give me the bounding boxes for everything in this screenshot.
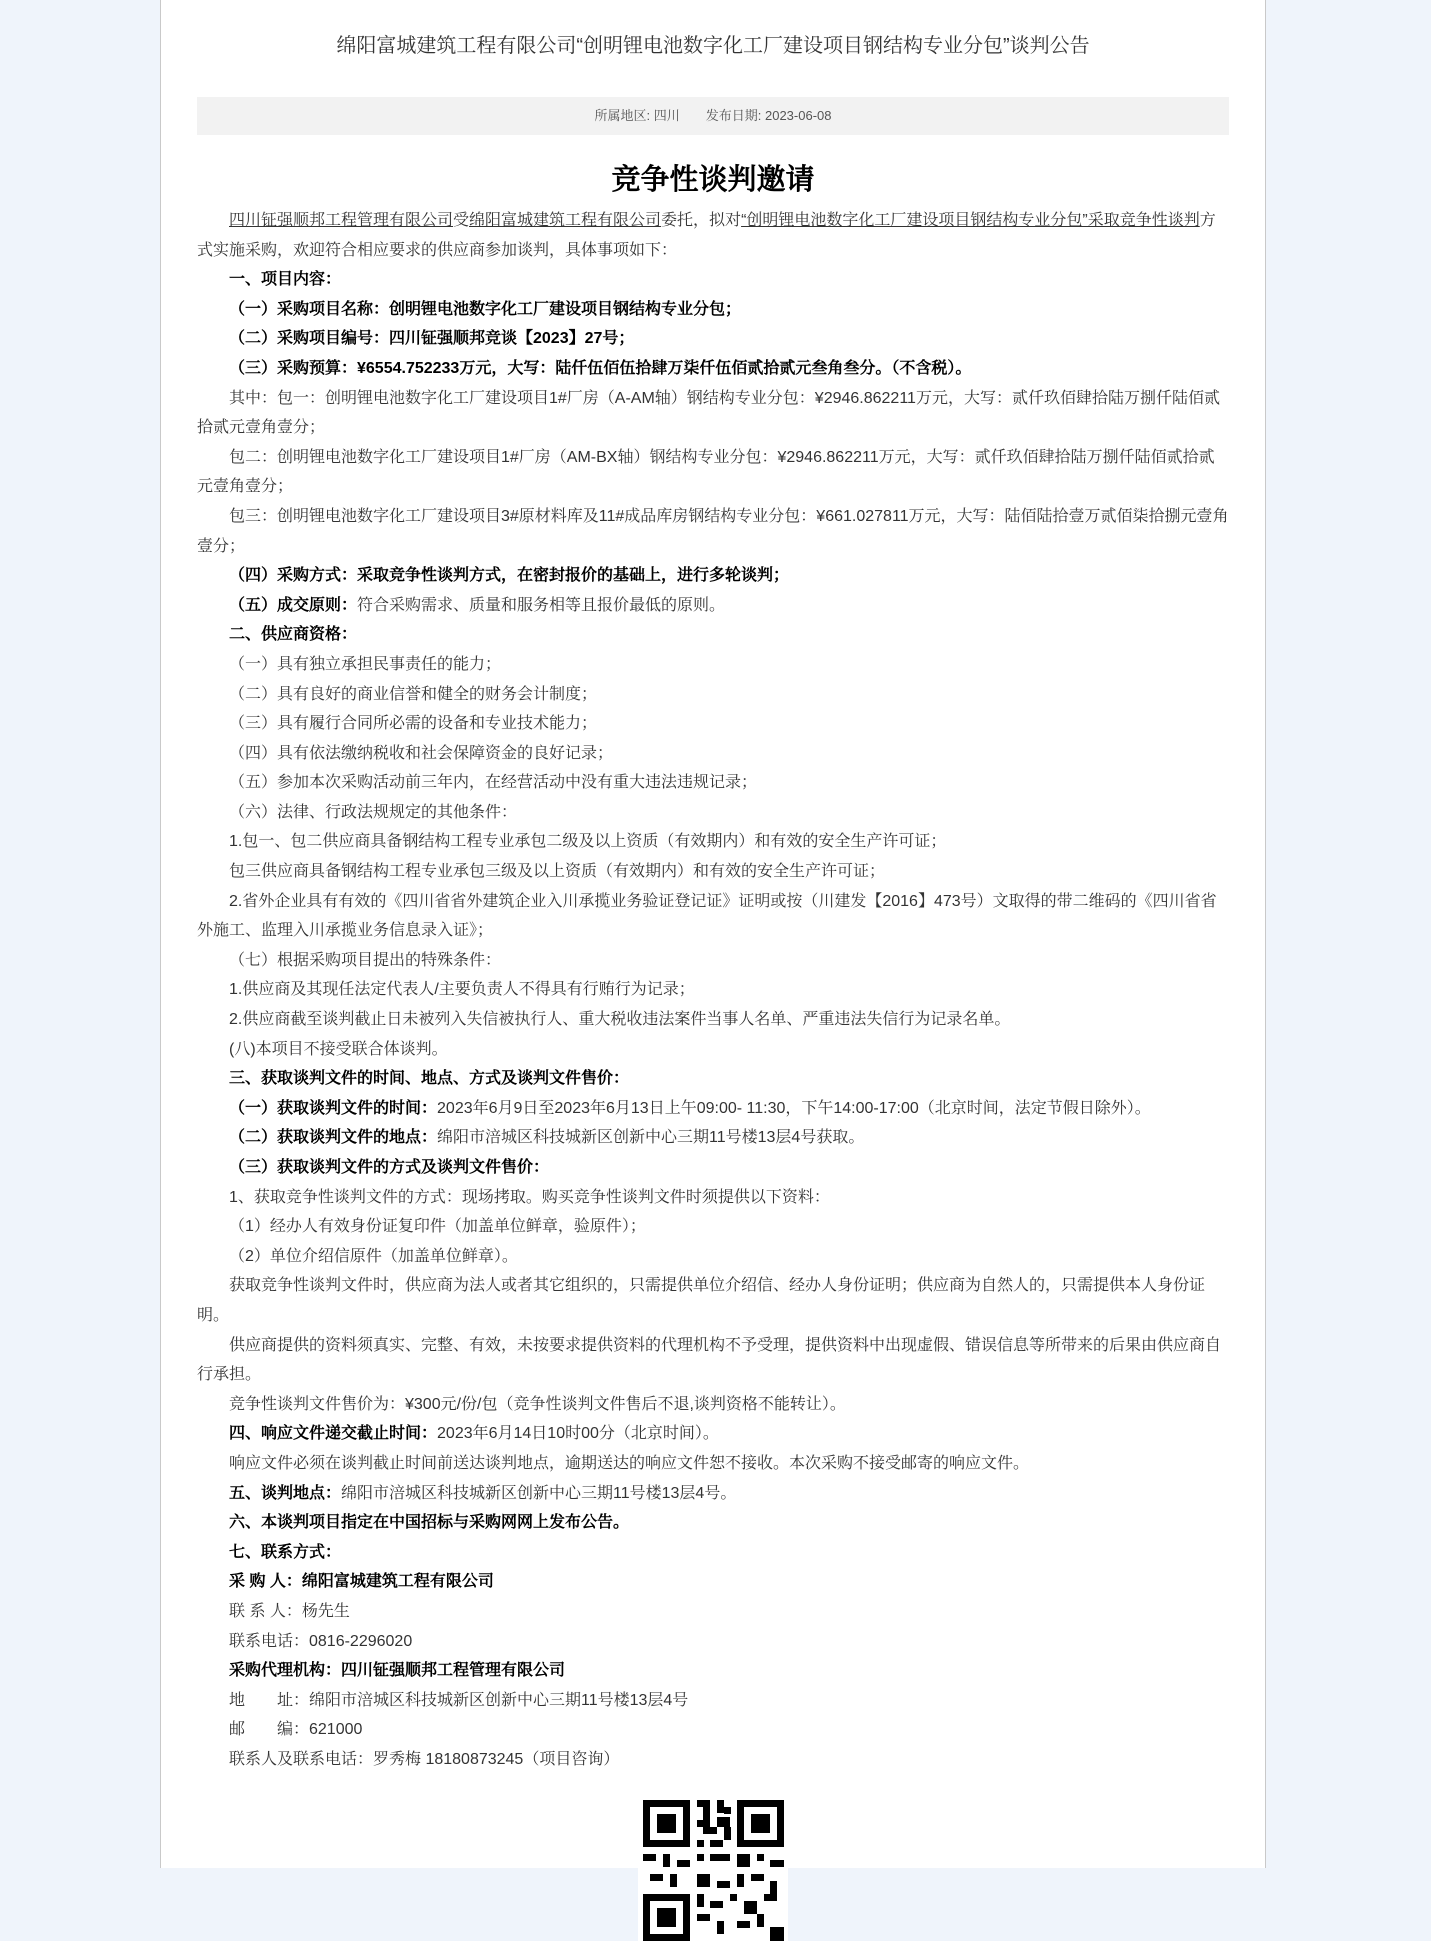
paragraph: (八)本项目不接受联合体谈判。	[229, 1040, 448, 1058]
paragraph: （四）具有依法缴纳税收和社会保障资金的良好记录；	[229, 744, 614, 762]
paragraph: 2.供应商截至谈判截止日未被列入失信被执行人、重大税收违法案件当事人名单、严重违法失信行为记录名单。	[229, 1011, 1011, 1029]
announcement-heading: 竞争性谈判邀请	[611, 164, 815, 196]
paragraph: （五）成交原则：符合采购需求、质量和服务相等且报价最低的原则。	[229, 596, 726, 614]
paragraph: 采购代理机构：四川钲强顺邦工程管理有限公司	[229, 1662, 566, 1680]
paragraph: 1.供应商及其现任法定代表人/主要负责人不得具有行贿行为记录；	[229, 981, 695, 999]
paragraph: （一）获取谈判文件的时间：2023年6月9日至2023年6月13日上午09:00- 11:30，下午14:00-17:00（北京时间，法定节假日除外）。	[229, 1099, 1151, 1117]
paragraph: 七、联系方式：	[229, 1543, 342, 1561]
paragraph: 其中：包一：创明锂电池数字化工厂建设项目1#厂房（A-AM轴）钢结构专业分包：¥2946.862211万元，大写：贰仟玖佰肆拾陆万捌仟陆佰贰拾贰元壹角壹分；	[197, 389, 1220, 437]
paragraph: 三、获取谈判文件的时间、地点、方式及谈判文件售价：	[229, 1070, 630, 1088]
paragraph: 1、获取竞争性谈判文件的方式：现场拷取。购买竞争性谈判文件时须提供以下资料：	[229, 1188, 830, 1206]
paragraph: （一）采购项目名称：创明锂电池数字化工厂建设项目钢结构专业分包；	[229, 300, 742, 318]
paragraph: （2）单位介绍信原件（加盖单位鲜章）。	[229, 1247, 518, 1265]
content-card	[160, 0, 1266, 1868]
paragraph: 邮 编：621000	[229, 1721, 363, 1739]
paragraph: 四、响应文件递交截止时间：2023年6月14日10时00分（北京时间）。	[229, 1425, 719, 1443]
content-inner	[161, 33, 1265, 1941]
paragraph: （五）参加本次采购活动前三年内，在经营活动中没有重大违法违规记录；	[229, 774, 758, 792]
paragraph: 地 址：绵阳市涪城区科技城新区创新中心三期11号楼13层4号	[229, 1691, 689, 1709]
paragraph: （一）具有独立承担民事责任的能力；	[229, 655, 502, 673]
paragraph: 获取竞争性谈判文件时，供应商为法人或者其它组织的，只需提供单位介绍信、经办人身份证明；供应商为自然人的，只需提供本人身份证明。	[197, 1277, 1206, 1324]
paragraph: 六、本谈判项目指定在中国招标与采购网网上发布公告。	[229, 1514, 630, 1532]
paragraph: （二）具有良好的商业信誉和健全的财务会计制度；	[229, 685, 598, 703]
qr-code	[638, 1800, 788, 1941]
announcement-body	[197, 206, 1229, 1774]
paragraph: 竞争性谈判文件售价为：¥300元/份/包（竞争性谈判文件售后不退,谈判资格不能转让）。	[229, 1395, 846, 1413]
paragraph: （三）采购预算：¥6554.752233万元，大写：陆仟伍佰伍拾肆万柒仟伍佰贰拾贰元叁角叁分。（不含税）。	[229, 359, 972, 377]
paragraph: 供应商提供的资料须真实、完整、有效，未按要求提供资料的代理机构不予受理，提供资料中出现虚假、错误信息等所带来的后果由供应商自行承担。	[197, 1336, 1222, 1384]
paragraph: 2.省外企业具有有效的《四川省省外建筑企业入川承揽业务验证登记证》证明或按（川建发【2016】473号）文取得的带二维码的《四川省省外施工、监理入川承揽业务信息录入证》；	[197, 892, 1217, 940]
paragraph: （六）法律、行政法规规定的其他条件：	[229, 803, 518, 821]
paragraph: 联系人及联系电话：罗秀梅 18180873245（项目咨询）	[229, 1750, 620, 1768]
paragraph: 包二：创明锂电池数字化工厂建设项目1#厂房（AM-BX轴）钢结构专业分包：¥2946.862211万元，大写：贰仟玖佰肆拾陆万捌仟陆佰贰拾贰元壹角壹分；	[197, 448, 1215, 496]
paragraph: 五、谈判地点：绵阳市涪城区科技城新区创新中心三期11号楼13层4号。	[229, 1484, 737, 1502]
paragraph: （1）经办人有效身份证复印件（加盖单位鲜章，验原件）；	[229, 1218, 646, 1236]
paragraph: 四川钲强顺邦工程管理有限公司受绵阳富城建筑工程有限公司委托，拟对“创明锂电池数字化工厂建设项目钢结构专业分包”采取竞争性谈判方式实施采购，欢迎符合相应要求的供应商参加谈判，具体事项如下：	[197, 212, 1216, 259]
paragraph: 响应文件必须在谈判截止时间前送达谈判地点，逾期送达的响应文件恕不接收。本次采购不接受邮寄的响应文件。	[229, 1454, 1030, 1472]
paragraph: 包三：创明锂电池数字化工厂建设项目3#原材料库及11#成品库房钢结构专业分包：¥661.027811万元，大写：陆佰陆拾壹万贰佰柒拾捌元壹角壹分；	[197, 507, 1229, 555]
paragraph: 采 购 人：绵阳富城建筑工程有限公司	[229, 1573, 494, 1591]
paragraph: （三）获取谈判文件的方式及谈判文件售价：	[229, 1159, 550, 1176]
meta-bar	[197, 97, 1229, 135]
page-title: 绵阳富城建筑工程有限公司“创明锂电池数字化工厂建设项目钢结构专业分包”谈判公告	[336, 35, 1090, 57]
paragraph: 二、供应商资格：	[229, 626, 358, 644]
paragraph: 1.包一、包二供应商具备钢结构工程专业承包二级及以上资质（有效期内）和有效的安全生产许可证；	[229, 833, 947, 851]
qr-code-icon	[643, 1800, 784, 1941]
paragraph: 一、项目内容：	[229, 271, 342, 289]
date-label: 发布日期:	[705, 108, 765, 123]
paragraph: 联 系 人：杨先生	[229, 1602, 350, 1620]
region-label: 所属地区:	[594, 108, 654, 123]
paragraph: （二）获取谈判文件的地点：绵阳市涪城区科技城新区创新中心三期11号楼13层4号获取。	[229, 1129, 865, 1147]
date-value: 2023-06-08	[764, 108, 832, 123]
paragraph: （二）采购项目编号：四川钲强顺邦竞谈【2023】27号；	[229, 330, 635, 348]
paragraph: （四）采购方式：采取竞争性谈判方式，在密封报价的基础上，进行多轮谈判；	[229, 567, 790, 585]
paragraph: （三）具有履行合同所必需的设备和专业技术能力；	[229, 715, 598, 733]
region-value: 四川	[653, 108, 680, 123]
paragraph: （七）根据采购项目提出的特殊条件：	[229, 951, 502, 969]
paragraph: 包三供应商具备钢结构工程专业承包三级及以上资质（有效期内）和有效的安全生产许可证；	[229, 863, 886, 881]
paragraph: 联系电话：0816-2296020	[229, 1632, 413, 1650]
